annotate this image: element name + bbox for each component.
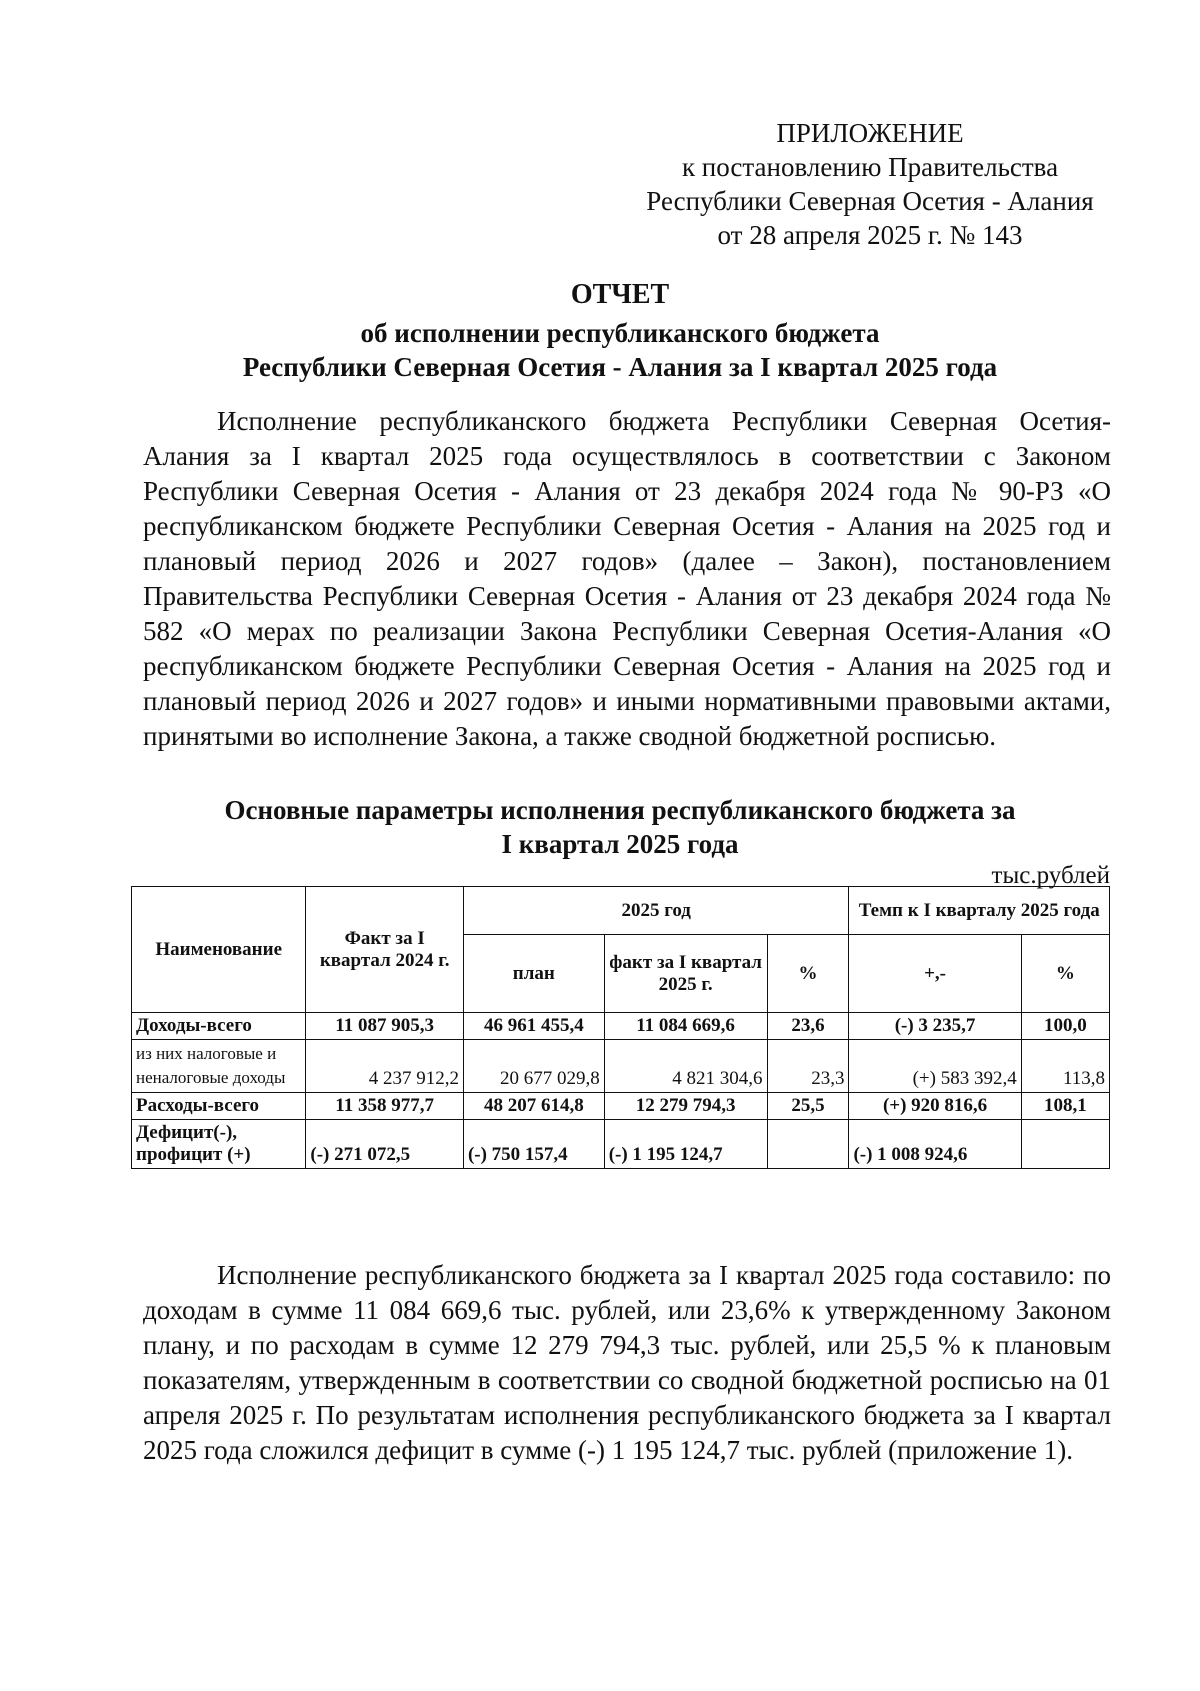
cell-fact-2025: 11 084 669,6: [604, 1013, 767, 1040]
appendix-date: от 28 апреля 2025 г. № 143: [717, 220, 1023, 250]
header-plan: план: [463, 935, 604, 1013]
table-row: [132, 1120, 1110, 1169]
cell-plus-minus: (+) 920 816,6: [849, 1093, 1021, 1120]
cell-fact-2024: 11 358 977,7: [306, 1093, 464, 1120]
cell-name: из них налоговые и неналоговые доходы: [132, 1040, 306, 1093]
cell-tempo-pct: 100,0: [1021, 1013, 1109, 1040]
header-name: Наименование: [132, 887, 306, 1013]
header-tempo-pct: %: [1021, 935, 1109, 1013]
cell-fact-2025: 12 279 794,3: [604, 1093, 767, 1120]
cell-tempo-pct: 108,1: [1021, 1093, 1109, 1120]
table-row: [132, 1040, 1110, 1093]
cell-pct: 23,3: [767, 1040, 849, 1093]
table-row: [132, 1093, 1110, 1120]
appendix-line: Республики Северная Осетия - Алания: [646, 186, 1094, 216]
table-row: [132, 1013, 1110, 1040]
units-label: тыс.рублей: [991, 862, 1110, 889]
budget-table: [131, 886, 1110, 1169]
cell-fact-2024: 4 237 912,2: [306, 1040, 464, 1093]
table-title-line: Основные параметры исполнения республиканского бюджета за: [224, 795, 1016, 825]
header-plus-minus: +,-: [849, 935, 1021, 1013]
cell-plan: 48 207 614,8: [463, 1093, 604, 1120]
cell-plus-minus: (-) 1 008 924,6: [849, 1120, 1021, 1169]
cell-name: Доходы-всего: [132, 1013, 306, 1040]
table-title-line: I квартал 2025 года: [501, 829, 739, 859]
appendix-title: ПРИЛОЖЕНИЕ: [776, 118, 964, 148]
header-tempo: Темп к I кварталу 2025 года: [849, 887, 1110, 935]
table-header-row: [132, 887, 1110, 935]
cell-plus-minus: (-) 3 235,7: [849, 1013, 1021, 1040]
cell-name: Дефицит(-), профицит (+): [132, 1120, 306, 1169]
cell-fact-2024: 11 087 905,3: [306, 1013, 464, 1040]
cell-pct: [767, 1120, 849, 1169]
appendix-line: к постановлению Правительства: [681, 152, 1059, 182]
cell-fact-2024: (-) 271 072,5: [306, 1120, 464, 1169]
cell-plan: 20 677 029,8: [463, 1040, 604, 1093]
report-subtitle: об исполнении республиканского бюджета: [360, 318, 880, 348]
report-title: ОТЧЕТ: [570, 279, 670, 310]
cell-tempo-pct: 113,8: [1021, 1040, 1109, 1093]
cell-plan: (-) 750 157,4: [463, 1120, 604, 1169]
header-fact-2024: Факт за I квартал 2024 г.: [306, 887, 464, 1013]
cell-fact-2025: (-) 1 195 124,7: [604, 1120, 767, 1169]
cell-pct: 25,5: [767, 1093, 849, 1120]
header-pct: %: [767, 935, 849, 1013]
report-subtitle: Республики Северная Осетия - Алания за I квартал 2025 года: [242, 352, 998, 382]
cell-name: Расходы-всего: [132, 1093, 306, 1120]
summary-paragraph: Исполнение республиканского бюджета за I квартал 2025 года составило: по доходам в сумме 11 084 669,6 тыс. рублей, или 23,6% к утвержденному Законом плану, и по расходам в сумме 12 279 794,3 тыс. рублей, или 25,5 % к плановым показателям, утвержденным в соответствии со сводной бюджетной росписью на 01 апреля 2025 г. По результатам исполнения республиканского бюджета за I квартал 2025 года сложился дефицит в сумме (-) 1 195 124,7 тыс. рублей (приложение 1).: [143, 1260, 1111, 1465]
cell-plus-minus: (+) 583 392,4: [849, 1040, 1021, 1093]
cell-plan: 46 961 455,4: [463, 1013, 604, 1040]
cell-pct: 23,6: [767, 1013, 849, 1040]
header-year-2025: 2025 год: [463, 887, 849, 935]
header-fact-2025: факт за I квартал 2025 г.: [604, 935, 767, 1013]
cell-fact-2025: 4 821 304,6: [604, 1040, 767, 1093]
cell-tempo-pct: [1021, 1120, 1109, 1169]
intro-paragraph: Исполнение республиканского бюджета Республики Северная Осетия-Алания за I квартал 2025 года осуществлялось в соответствии с Законом Республики Северная Осетия - Алания от 23 декабря 2024 года № 90-РЗ «О республиканском бюджете Республики Северная Осетия - Алания на 2025 год и плановый период 2026 и 2027 годов» (далее – Закон), постановлением Правительства Республики Северная Осетия - Алания от 23 декабря 2024 года № 582 «О мерах по реализации Закона Республики Северная Осетия-Алания «О республиканском бюджете Республики Северная Осетия - Алания на 2025 год и плановый период 2026 и 2027 годов» и иными нормативными правовыми актами, принятыми во исполнение Закона, а также сводной бюджетной росписью.: [143, 406, 1111, 751]
